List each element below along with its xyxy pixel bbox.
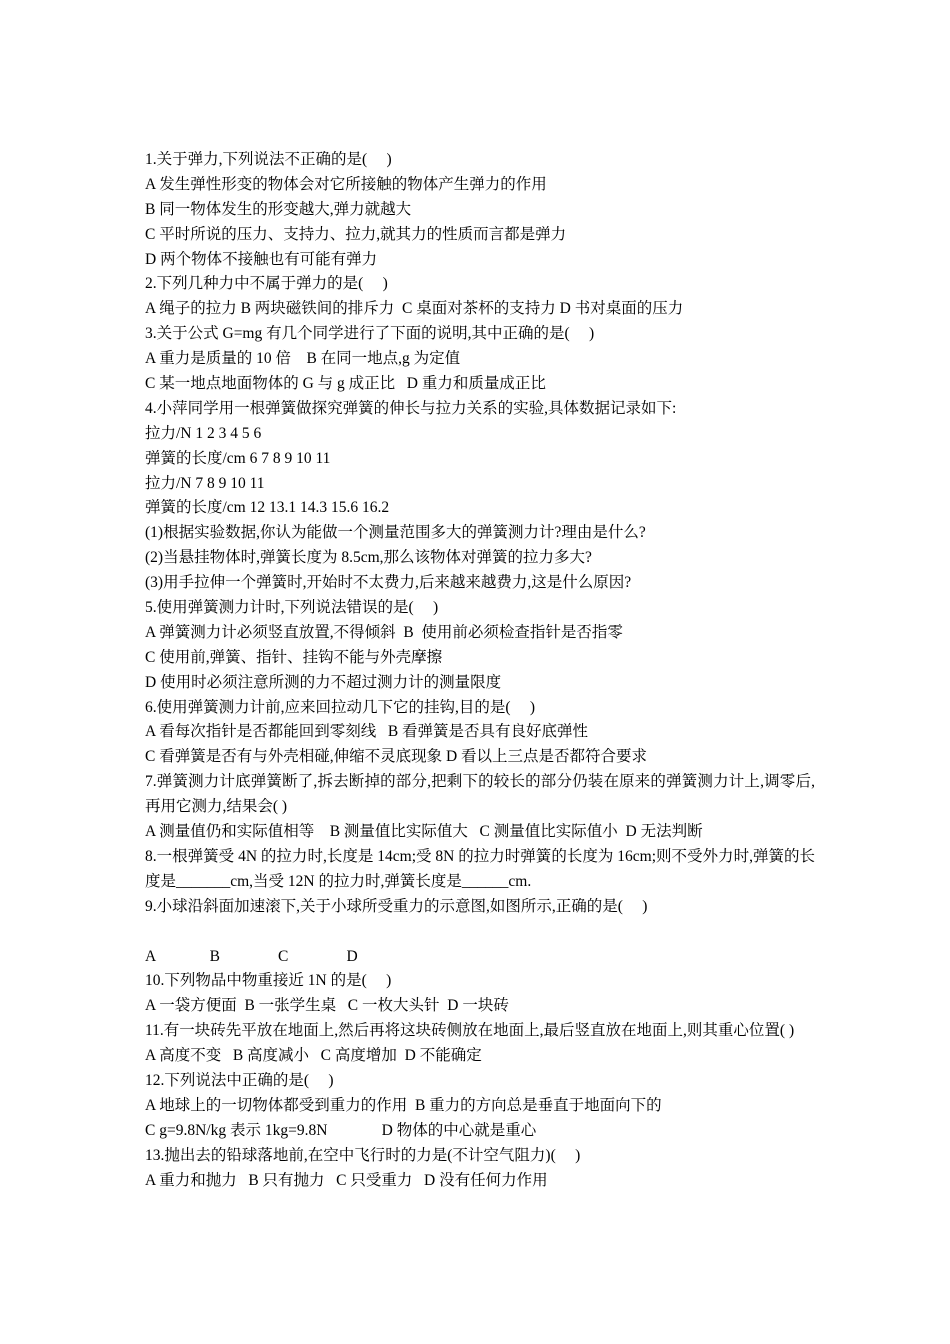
q1-option-c: C 平时所说的压力、支持力、拉力,就其力的性质而言都是弹力 [145, 225, 567, 243]
document-page [145, 148, 815, 1193]
q4-stem: 4.小萍同学用一根弹簧做探究弹簧的伸长与拉力关系的实验,具体数据记录如下: [145, 399, 677, 417]
q4-sub-1: (1)根据实验数据,你认为能做一个测量范围多大的弹簧测力计?理由是什么? [145, 524, 646, 542]
q4-data-force-2: 拉力/N 7 8 9 10 11 [145, 474, 265, 492]
q1-stem: 1.关于弹力,下列说法不正确的是( ) [145, 151, 392, 168]
q7-stem: 7.弹簧测力计底弹簧断了,拆去断掉的部分,把剩下的较长的部分仍装在原来的弹簧测力计上,调零后,再用它测力,结果会( ) [145, 773, 815, 816]
q1-option-b: B 同一物体发生的形变越大,弹力就越大 [145, 200, 412, 218]
q9-figure-space [145, 920, 815, 945]
q2-stem: 2.下列几种力中不属于弹力的是( ) [145, 275, 388, 293]
q4-sub-3: (3)用手拉伸一个弹簧时,开始时不太费力,后来越来越费力,这是什么原因? [145, 574, 632, 592]
q11-options: A 高度不变 B 高度减小 C 高度增加 D 不能确定 [145, 1047, 482, 1065]
q3-stem: 3.关于公式 G=mg 有几个同学进行了下面的说明,其中正确的是( ) [145, 325, 595, 343]
q8-stem: 8.一根弹簧受 4N 的拉力时,长度是 14cm;受 8N 的拉力时弹簧的长度为 16cm;则不受外力时,弹簧的长度是_______cm,当受 12N 的拉力时,弹簧长度是______cm. [145, 847, 815, 890]
q6-stem: 6.使用弹簧测力计前,应来回拉动几下它的挂钩,目的是( ) [145, 698, 536, 716]
q5-option-d: D 使用时必须注意所测的力不超过测力计的测量限度 [145, 673, 502, 691]
q11-stem: 11.有一块砖先平放在地面上,然后再将这块砖侧放在地面上,最后竖直放在地面上,则其重心位置( ) [145, 1022, 795, 1040]
q10-options: A 一袋方便面 B 一张学生桌 C 一枚大头针 D 一块砖 [145, 997, 509, 1015]
q3-options-ab: A 重力是质量的 10 倍 B 在同一地点,g 为定值 [145, 350, 461, 368]
q10-stem: 10.下列物品中物重接近 1N 的是( ) [145, 972, 392, 990]
q12-options-cd: C g=9.8N/kg 表示 1kg=9.8N D 物体的中心就是重心 [145, 1121, 537, 1139]
q4-data-length-2: 弹簧的长度/cm 12 13.1 14.3 15.6 16.2 [145, 499, 390, 517]
q2-options: A 绳子的拉力 B 两块磁铁间的排斥力 C 桌面对茶杯的支持力 D 书对桌面的压力 [145, 300, 684, 318]
q12-options-ab: A 地球上的一切物体都受到重力的作用 B 重力的方向总是垂直于地面向下的 [145, 1096, 662, 1114]
q4-data-force-1: 拉力/N 1 2 3 4 5 6 [145, 424, 262, 442]
q1-option-a: A 发生弹性形变的物体会对它所接触的物体产生弹力的作用 [145, 175, 547, 193]
q1-option-d: D 两个物体不接触也有可能有弹力 [145, 250, 378, 268]
q6-options-cd: C 看弹簧是否有与外壳相碰,伸缩不灵底现象 D 看以上三点是否都符合要求 [145, 748, 648, 766]
q3-options-cd: C 某一地点地面物体的 G 与 g 成正比 D 重力和质量成正比 [145, 375, 546, 393]
q9-stem: 9.小球沿斜面加速滚下,关于小球所受重力的示意图,如图所示,正确的是( ) [145, 897, 648, 915]
q5-option-c: C 使用前,弹簧、指针、挂钩不能与外壳摩擦 [145, 648, 443, 666]
q7-options: A 测量值仍和实际值相等 B 测量值比实际值大 C 测量值比实际值小 D 无法判断 [145, 823, 703, 841]
q5-stem: 5.使用弹簧测力计时,下列说法错误的是( ) [145, 599, 439, 617]
q4-data-length-1: 弹簧的长度/cm 6 7 8 9 10 11 [145, 449, 331, 467]
q12-stem: 12.下列说法中正确的是( ) [145, 1072, 334, 1090]
q4-sub-2: (2)当悬挂物体时,弹簧长度为 8.5cm,那么该物体对弹簧的拉力多大? [145, 549, 592, 567]
q13-stem: 13.抛出去的铅球落地前,在空中飞行时的力是(不计空气阻力)( ) [145, 1146, 581, 1164]
q9-option-labels: A B C D [145, 947, 358, 965]
q13-options: A 重力和抛力 B 只有抛力 C 只受重力 D 没有任何力作用 [145, 1171, 548, 1189]
q5-options-ab: A 弹簧测力计必须竖直放置,不得倾斜 B 使用前必须检查指针是否指零 [145, 623, 623, 641]
q6-options-ab: A 看每次指针是否都能回到零刻线 B 看弹簧是否具有良好底弹性 [145, 723, 589, 741]
